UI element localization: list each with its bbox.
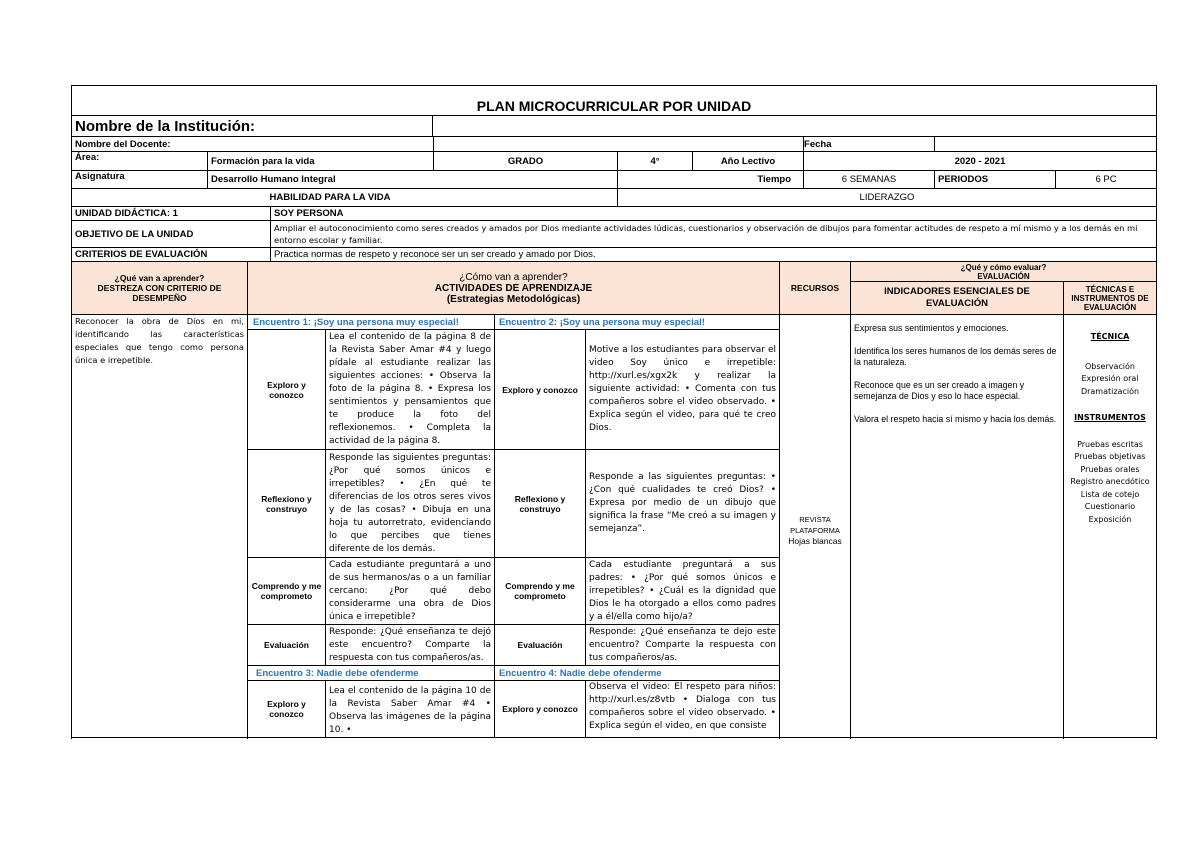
- e1-exploro-text: Lea el contenido de la página 8 de la Revista Saber Amar #4 y luego pídale al estudiante realizar las siguientes acciones: • Observa la foto de la página 8. • Expresa los sentimientos y pensamientos que te produce la foto del reflexionemos. • Completa la actividad de la página 8.: [326, 330, 495, 450]
- objetivo-label: OBJETIVO DE LA UNIDAD: [72, 221, 271, 248]
- objetivo-value: Ampliar el autoconocimiento como seres creados y amados por Dios mediante actividades lúdicas, cuestionarios y observación de dibujos para fomentar actitudes de respeto a mí mismo y a los demás en mi entorno escolar y familiar.: [271, 221, 1157, 248]
- encuentro-2-title: Encuentro 2: ¡Soy una persona muy especial!: [495, 315, 780, 330]
- habilidad-spacer: [72, 189, 208, 207]
- evaluacion-title: EVALUACIÓN: [977, 271, 1030, 281]
- criterios-label: CRITERIOS DE EVALUACIÓN: [72, 248, 271, 262]
- evaluar-question: ¿Qué y cómo evaluar?: [960, 262, 1047, 272]
- instrumento-item: Lista de cotejo: [1080, 489, 1140, 499]
- recursos-header: RECURSOS: [780, 262, 851, 315]
- destreza-title: DESTREZA CON CRITERIO DE DESEMPEÑO: [97, 283, 222, 303]
- tecnicas-header: TÉCNICAS E INSTRUMENTOS DE EVALUACIÓN: [1064, 282, 1157, 315]
- indicador-3: Reconoce que es un ser creado a imagen y semejanza de Dios y eso lo hace especial.: [854, 379, 1025, 401]
- evaluar-header: [851, 262, 1157, 282]
- destreza-cell: [72, 315, 248, 738]
- tecnica-item: Observación: [1085, 361, 1135, 371]
- e1-phase-exploro: Exploro y conozco: [248, 330, 326, 450]
- anio-label: Año Lectivo: [693, 152, 804, 171]
- instrumento-item: Pruebas objetivas: [1074, 452, 1146, 461]
- e4-phase-exploro: Exploro y conozco: [495, 681, 586, 738]
- actividades-header: [248, 262, 780, 315]
- tiempo-label: Tiempo: [618, 171, 804, 189]
- recurso-hojas: Hojas blancas: [788, 535, 842, 546]
- grado-value: 4°: [618, 152, 693, 171]
- actividades-question: ¿Cómo van a aprender?: [459, 271, 568, 283]
- recurso-plataforma: PLATAFORMA: [790, 525, 840, 535]
- asignatura-label: Asignatura: [72, 171, 208, 189]
- instrumento-item: Exposición: [1088, 514, 1132, 524]
- indicadores-header: INDICADORES ESENCIALES DE EVALUACIÓN: [851, 282, 1064, 315]
- actividades-subtitle: (Estrategias Metodológicas): [446, 293, 581, 305]
- grado-label: GRADO: [434, 152, 618, 171]
- plan-document: [71, 85, 1156, 738]
- e1-comprendo-text: Cada estudiante preguntará a uno de sus hermanos/as o a un familiar cercano: ¿Por qué debo considerarme una obra de Dios única e irrepetible?: [326, 558, 495, 625]
- header-table: [71, 85, 1157, 137]
- destreza-text: Reconocer la obra de Dios en mi, identificando las características especiales que tengo como persona única e irrepetible.: [75, 316, 244, 365]
- e2-exploro-text: Motive a los estudiantes para observar el video Soy único e irrepetible: http://xurl.es/xgx2k y realizar la siguiente actividad: • Comenta con tus compañeros sobre el video observado. • Explica según el video, para qué te creo Dios.: [586, 330, 780, 450]
- destreza-question: ¿Qué van a aprender?: [114, 273, 205, 283]
- area-table: [71, 151, 1157, 207]
- recursos-cell: [780, 315, 851, 738]
- institucion-value[interactable]: [433, 116, 1157, 137]
- e1-reflexiono-text: Responde las siguientes preguntas: ¿Por qué somos únicos e irrepetibles? • ¿En qué te diferencias de los otros seres vivos y de las cosas? • Dibuja en una hoja tu autorretrato, evidenciando lo que percibes que tienes diferente de los demás.: [326, 450, 495, 558]
- e1-evaluacion-text: Responde: ¿Qué enseñanza te dejó este encuentro? Comparte la respuesta con tus compañeros/as.: [326, 625, 495, 666]
- e1-phase-comprendo: Comprendo y me comprometo: [248, 558, 326, 625]
- recurso-revista: REVISTA: [799, 514, 831, 524]
- tecnicas-cell: [1064, 315, 1157, 738]
- e2-phase-evaluacion: Evaluación: [495, 625, 586, 666]
- tiempo-value: 6 SEMANAS: [804, 171, 935, 189]
- anio-value: 2020 - 2021: [804, 152, 1157, 171]
- encuentro-4-title: Encuentro 4: Nadie debe ofenderme: [495, 666, 780, 681]
- fecha-value[interactable]: [935, 137, 1157, 152]
- habilidad-label: HABILIDAD PARA LA VIDA: [208, 189, 618, 207]
- asignatura-value: Desarrollo Humano Integral: [208, 171, 618, 189]
- document-title: PLAN MICROCURRICULAR POR UNIDAD: [72, 86, 1157, 116]
- instrumento-item: Pruebas escritas: [1077, 439, 1143, 449]
- instrumento-item: Pruebas orales: [1080, 464, 1140, 474]
- e2-evaluacion-text: Responde: ¿Qué enseñanza te dejo este encuentro? Comparte la respuesta con tus compañeros/as.: [586, 625, 780, 666]
- e2-comprendo-text: Cada estudiante preguntará a sus padres: • ¿Por qué somos únicos e irrepetibles? • ¿Cuál es la dignidad que Dios le ha otorgado a ellos como padres y a él/ella como hijo/a?: [586, 558, 780, 625]
- unidad-label: UNIDAD DIDÁCTICA: 1: [72, 207, 271, 221]
- encuentro-3-title: Encuentro 3: Nadie debe ofenderme: [248, 666, 495, 681]
- info-table: [71, 136, 1157, 152]
- docente-value[interactable]: [434, 137, 804, 152]
- instrumento-item: Cuestionario: [1084, 502, 1136, 511]
- main-table: [71, 261, 1157, 738]
- e3-phase-exploro: Exploro y conozco: [248, 681, 326, 738]
- tecnica-label: TÉCNICA: [1090, 332, 1130, 341]
- tecnica-item: Dramatización: [1080, 386, 1140, 396]
- actividades-title: ACTIVIDADES DE APRENDIZAJE: [434, 282, 593, 294]
- destreza-header: [72, 262, 248, 315]
- indicador-1: Expresa sus sentimientos y emociones.: [854, 323, 1009, 333]
- e2-phase-reflexiono: Reflexiono y construyo: [495, 450, 586, 558]
- criterios-value: Practica normas de respeto y reconoce ser un ser creado y amado por Dios.: [271, 248, 1157, 262]
- indicador-2: Identifica los seres humanos de los demás seres de la naturaleza.: [854, 345, 1057, 367]
- periodos-value: 6 PC: [1056, 171, 1157, 189]
- indicador-4: Valora el respeto hacia sí mismo y hacia los demás.: [854, 413, 1057, 424]
- fecha-label: Fecha: [804, 137, 935, 152]
- indicadores-cell: [851, 315, 1064, 738]
- e2-phase-exploro: Exploro y conozco: [495, 330, 586, 450]
- e3-exploro-text: Lea el contenido de la página 10 de la Revista Saber Amar #4 • Observa las imágenes de la página 10. •: [326, 681, 495, 738]
- habilidad-value: LIDERAZGO: [618, 189, 1157, 207]
- e2-reflexiono-text: Responde a las siguientes preguntas: • ¿Con qué cualidades te creó Dios? • Expresa por medio de un dibujo que significa la frase “Me creó a su imagen y semejanza”.: [586, 450, 780, 558]
- area-value: Formación para la vida: [208, 152, 434, 171]
- e4-exploro-text: Observa el video: El respeto para niños: http://xurl.es/z8vtb • Dialoga con tus compañeros sobre el video observado. • Explica según el video, en que consiste: [586, 681, 780, 738]
- tecnica-item: Expresión oral: [1081, 374, 1139, 383]
- e2-phase-comprendo: Comprendo y me comprometo: [495, 558, 586, 625]
- unidad-table: [71, 206, 1157, 262]
- instrumentos-label: INSTRUMENTOS: [1074, 413, 1146, 422]
- institucion-label: Nombre de la Institución:: [72, 116, 433, 137]
- docente-label: Nombre del Docente:: [72, 137, 434, 152]
- e1-phase-reflexiono: Reflexiono y construyo: [248, 450, 326, 558]
- unidad-value: SOY PERSONA: [271, 207, 1157, 221]
- e1-phase-evaluacion: Evaluación: [248, 625, 326, 666]
- instrumento-item: Registro anecdótico: [1070, 477, 1150, 486]
- periodos-label: PERIODOS: [935, 171, 1056, 189]
- area-label: Área:: [72, 152, 208, 171]
- encuentro-1-title: Encuentro 1: ¡Soy una persona muy especial!: [248, 315, 495, 330]
